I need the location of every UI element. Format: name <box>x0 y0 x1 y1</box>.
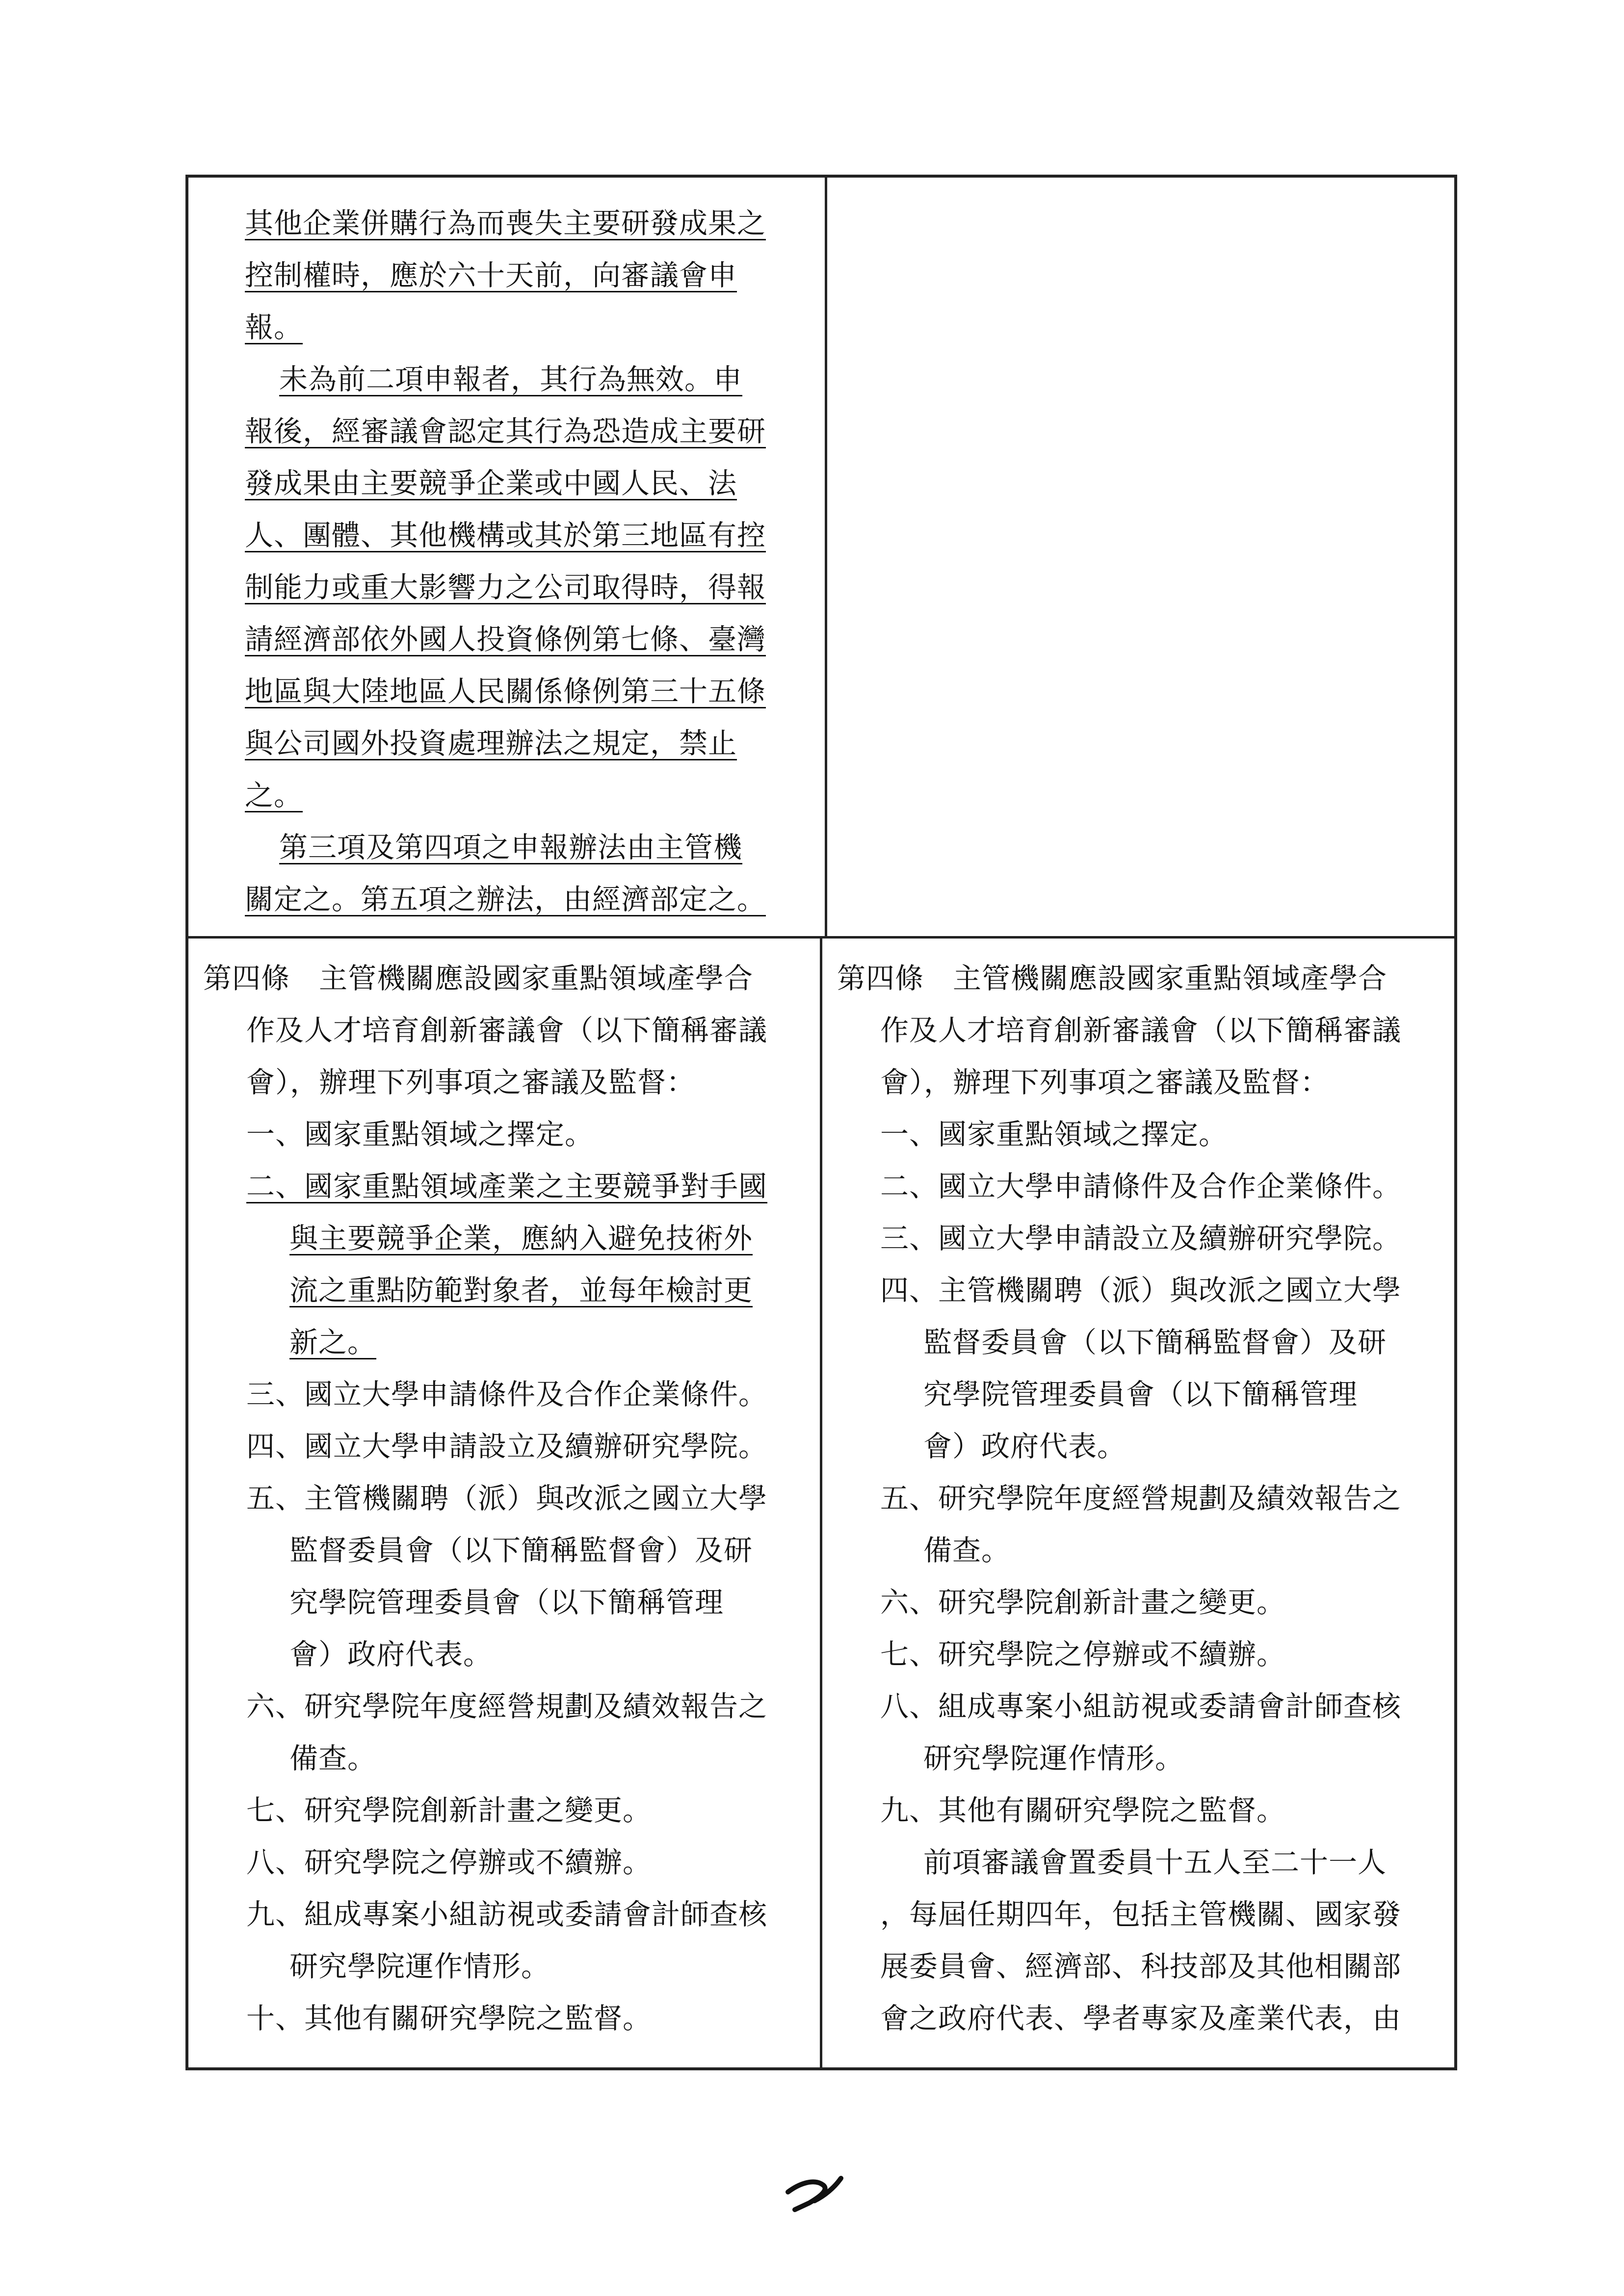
text-line: 研究學院運作情形。 <box>289 1950 550 1983</box>
cell-right-bottom <box>822 939 1455 2067</box>
list-item: 七、研究學院之停辦或不續辦。 <box>880 1638 1286 1671</box>
text-line: 第三項及第四項之申報辦法由主管機 <box>279 831 743 864</box>
text-line: 會之政府代表、學者專家及產業代表，由 <box>880 2002 1402 2035</box>
text-line: 備查。 <box>923 1534 1011 1567</box>
list-item: 五、研究學院年度經營規劃及績效報告之 <box>880 1482 1402 1515</box>
text-line: 備查。 <box>289 1742 377 1775</box>
text-line: 制能力或重大影響力之公司取得時，得報 <box>245 571 766 604</box>
article-heading: 第四條 主管機關應設國家重點領域產學合 <box>203 962 754 995</box>
text-line: 作及人才培育創新審議會（以下簡稱審議 <box>246 1014 768 1047</box>
text-line: 其他企業併購行為而喪失主要研發成果之 <box>245 207 766 240</box>
list-item: 六、研究學院年度經營規劃及績效報告之 <box>246 1690 768 1723</box>
article-heading: 第四條 主管機關應設國家重點領域產學合 <box>837 962 1388 995</box>
text-line: 會），辦理下列事項之審議及監督： <box>880 1066 1330 1099</box>
text-line: 會），辦理下列事項之審議及監督： <box>246 1066 696 1099</box>
cell-right-top <box>827 178 1455 936</box>
list-item: 三、國立大學申請條件及合作企業條件。 <box>246 1378 768 1411</box>
text-line: 請經濟部依外國人投資條例第七條、臺灣 <box>245 623 766 656</box>
text-line: 監督委員會（以下簡稱監督會）及研 <box>923 1326 1387 1359</box>
list-item: 八、研究學院之停辦或不續辦。 <box>246 1846 652 1879</box>
list-item: 一、國家重點領域之擇定。 <box>246 1118 594 1151</box>
list-item: 九、組成專案小組訪視或委請會計師查核 <box>246 1898 768 1931</box>
text-line: 之。 <box>245 779 303 812</box>
cell-left-bottom <box>188 939 820 2067</box>
page-mark-icon <box>785 2168 844 2213</box>
text-line: 監督委員會（以下簡稱監督會）及研 <box>289 1534 753 1567</box>
cell-left-top <box>188 178 825 936</box>
list-item: 二、國立大學申請條件及合作企業條件。 <box>880 1170 1402 1203</box>
text-line: 究學院管理委員會（以下簡稱管理 <box>923 1378 1358 1411</box>
list-item: 六、研究學院創新計畫之變更。 <box>880 1586 1286 1619</box>
list-item: 五、主管機關聘（派）與改派之國立大學 <box>246 1482 768 1515</box>
text-line: 新之。 <box>289 1326 377 1359</box>
text-line: 展委員會、經濟部、科技部及其他相關部 <box>880 1950 1402 1983</box>
text-line: 研究學院運作情形。 <box>923 1742 1184 1775</box>
list-item: 十、其他有關研究學院之監督。 <box>246 2002 652 2035</box>
list-item: 七、研究學院創新計畫之變更。 <box>246 1794 652 1827</box>
list-item: 八、組成專案小組訪視或委請會計師查核 <box>880 1690 1402 1723</box>
list-item: 九、其他有關研究學院之監督。 <box>880 1794 1286 1827</box>
text-line: 人、團體、其他機構或其於第三地區有控 <box>245 519 766 552</box>
handwritten-page-mark <box>785 2168 844 2213</box>
comparison-table <box>185 175 1457 2070</box>
text-line: 究學院管理委員會（以下簡稱管理 <box>289 1586 724 1619</box>
text-line: 與主要競爭企業，應納入避免技術外 <box>289 1222 753 1255</box>
text-line: 會）政府代表。 <box>923 1430 1126 1463</box>
list-item: 四、主管機關聘（派）與改派之國立大學 <box>880 1274 1402 1307</box>
text-line: ，每屆任期四年，包括主管機關、國家發 <box>880 1898 1402 1931</box>
text-line: 流之重點防範對象者，並每年檢討更 <box>289 1274 753 1307</box>
text-line: 報後，經審議會認定其行為恐造成主要研 <box>245 415 766 448</box>
text-line: 關定之。第五項之辦法，由經濟部定之。 <box>245 883 766 916</box>
list-item: 一、國家重點領域之擇定。 <box>880 1118 1228 1151</box>
list-item: 四、國立大學申請設立及續辦研究學院。 <box>246 1430 768 1463</box>
text-line: 會）政府代表。 <box>289 1638 493 1671</box>
list-item: 二、國家重點領域產業之主要競爭對手國 <box>246 1170 768 1203</box>
text-line: 作及人才培育創新審議會（以下簡稱審議 <box>880 1014 1402 1047</box>
text-line: 報。 <box>245 311 303 344</box>
text-line: 未為前二項申報者，其行為無效。申 <box>279 363 743 396</box>
text-line: 發成果由主要競爭企業或中國人民、法 <box>245 467 737 500</box>
text-line: 與公司國外投資處理辦法之規定，禁止 <box>245 727 737 760</box>
text-line: 地區與大陸地區人民關係條例第三十五條 <box>245 675 766 708</box>
list-item: 三、國立大學申請設立及續辦研究學院。 <box>880 1222 1402 1255</box>
text-line: 前項審議會置委員十五人至二十一人 <box>923 1846 1387 1879</box>
text-line: 控制權時，應於六十天前，向審議會申 <box>245 259 737 292</box>
